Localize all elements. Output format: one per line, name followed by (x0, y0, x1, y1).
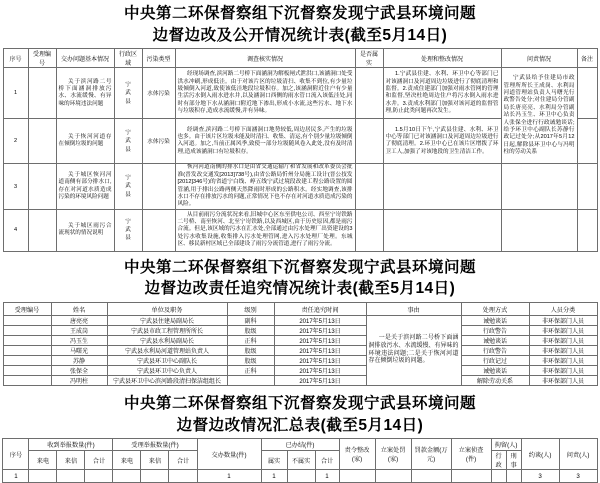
table-cell (355, 119, 383, 164)
table-cell: 1.宁武县住建、水利、环卫中心等部门已对该涵洞口及河道周边垃圾进行了彻底清理和监督。2.责成住建部门加强对雨水管网的管理和监督,坚决杜绝周边住户将污水倒入雨水进水井。3.责成水利部门加强对该河道的监督管理,防止此类问题再次发生。 (383, 68, 501, 119)
table-cell (28, 209, 56, 251)
table-cell: 恢河河道南侧的排水口是由省交通运输厅和省发展和改革委员会批准(晋发改交通发[2013]738号),由省公路局忻州分局施工设计(晋公技发[2012]346号)的省道宁白线、崞五线宁武过境段改建工程公路设置的圆管涵,用于排出公路两侧天然降雨时形成的公路积水。经实地调查,该排水口不存在排放污水的问题,正常情况下也不存在对河道水质造成污染的风险。 (175, 164, 355, 209)
table-cell: 水体污染 (142, 68, 175, 119)
column-header: 处理和整改情况 (383, 49, 501, 68)
table-cell: 1 (3, 68, 28, 119)
table-cell: 正科 (227, 336, 274, 346)
table-cell (3, 376, 51, 386)
table-cell: 3 (559, 470, 597, 483)
column-header: 级别 (227, 303, 274, 316)
table-cell: 2017年5月13日 (274, 356, 366, 366)
column-header: 责令整改(家) (339, 439, 375, 470)
table-cell: 宁武县环卫中心副队长 (107, 356, 227, 366)
column-header: 行政区域 (114, 49, 142, 68)
table-cell: 宁武县环卫中心滨河路段清扫保洁组组长 (107, 376, 227, 386)
table-row (3, 366, 597, 376)
table-cell (28, 68, 56, 119)
table-cell: 宁武县给予住建局市政管理所所长王成岗、水利局河道管理站负责人马曙光行政警告处分;对住建局分管副局长唐亮亮、水利局分管副站长冯玉生、环卫中心负责人张保全进行行政诫勉谈话;给予环卫中心副队长苏静行政记过处分;从2017年5月12日起,解除县环卫中心与冯明柱的劳动关系 (501, 68, 577, 164)
table-cell (375, 470, 411, 483)
table-cell: 关于恢河河道存在倾倒垃圾的问题 (56, 119, 114, 164)
table-header-row (3, 439, 597, 451)
table-cell (577, 164, 597, 209)
column-header: 罚款金额(万元) (411, 439, 451, 470)
table-cell (577, 68, 597, 119)
table-cell (355, 164, 383, 209)
table-cell: 张保全 (51, 366, 107, 376)
report-title-3 (0, 393, 600, 436)
table-cell: 诫勉谈话 (461, 366, 529, 376)
table-cell: 1 (3, 470, 29, 483)
table-cell (501, 209, 577, 251)
table-header-row (3, 303, 597, 316)
table-cell: 宁武县环卫中心负责人 (107, 366, 227, 376)
table-cell: 非环保部门人员 (529, 346, 597, 356)
summary-table (2, 438, 597, 483)
table-row (3, 316, 597, 326)
table-cell: 行政记过 (461, 356, 529, 366)
table-cell: 2017年5月13日 (274, 346, 366, 356)
column-header: 问责情况 (501, 49, 577, 68)
table-cell: 副科 (227, 316, 274, 326)
table-cell: 冯玉生 (51, 336, 107, 346)
table-cell: 3 (3, 164, 28, 209)
title3-line2: 边督边改情况汇总表(截至5月14日) (176, 416, 424, 434)
table-cell: 非环保部门人员 (529, 366, 597, 376)
table-cell (3, 336, 51, 346)
table-cell: 非环保部门人员 (529, 356, 597, 366)
table-cell: 2017年5月13日 (274, 336, 366, 346)
table-cell: 2 (3, 119, 28, 164)
table-cell: 行政警告 (461, 326, 529, 336)
column-header: 单位及职务 (107, 303, 227, 316)
title2-line2: 边督边改责任追究情况统计表(截至5月14日) (144, 280, 456, 298)
table-cell: 冯明柱 (51, 376, 107, 386)
table-cell: 非环保部门人员 (529, 326, 597, 336)
table-cell (3, 326, 51, 336)
table-cell: 宁武县 (125, 81, 131, 105)
table-row (3, 346, 597, 356)
table-cell: 宁武县市政工程管理所所长 (107, 326, 227, 336)
table-cell: 解除劳动关系 (461, 376, 529, 386)
table-cell: 苏静 (51, 356, 107, 366)
table-cell: 一是关于滨河路二号桥下面涵洞排放污水、水流缓慢、有异味的环境违法问题;二是关于恢河河道存在倾倒垃圾的问题。 (366, 316, 461, 386)
table-cell: 非环保部门人员 (529, 316, 597, 326)
table-row (3, 68, 597, 119)
column-header: 合计 (85, 451, 113, 470)
table-cell: 宁武县 (125, 129, 131, 153)
accountability-table (3, 302, 598, 386)
table-cell: 诫勉谈话 (461, 336, 529, 346)
table-cell (28, 164, 56, 209)
column-header: 是否属实 (355, 49, 383, 68)
table-cell: 马曙光 (51, 346, 107, 356)
table-cell (491, 470, 506, 483)
table-cell: 2017年5月13日 (274, 366, 366, 376)
column-header: 调查核实情况 (175, 49, 355, 68)
column-header: 问责(人) (559, 439, 597, 470)
column-header: 刑事 (506, 451, 521, 470)
column-header: 已办结(件) (261, 439, 339, 451)
table-header-row (3, 451, 597, 470)
column-header: 交办问题基本情况 (56, 49, 114, 68)
table-row (3, 356, 597, 366)
table-cell (383, 209, 501, 251)
column-header: 立案侦查(件) (451, 439, 491, 470)
table-row (3, 336, 597, 346)
table-cell: 关于滨河路二号桥下面涵洞排放污水、水流缓慢、有异味的环境违法问题 (56, 68, 114, 119)
table-cell: 宁武县 (125, 218, 131, 242)
column-header: 来信 (141, 451, 169, 470)
table-cell: 4 (3, 209, 28, 251)
table-cell: 股级 (227, 346, 274, 356)
table-cell (3, 346, 51, 356)
title3-line1: 中央第二环保督察组下沉督察发现宁武县环境问题 (123, 395, 476, 412)
report-title-1 (0, 0, 600, 46)
table-cell (501, 164, 577, 209)
table-row (3, 470, 597, 483)
column-header: 合计 (315, 451, 339, 470)
table-cell (142, 164, 175, 209)
table-cell: 经调查,滨河路二号桥下面涵洞口地势较低,周边居民多,产生的垃圾也多。由于该片区垃圾未能及时清扫、收集、清运,有个别少量垃圾倾倒入河道。加之,当前正属风季,致使一部分垃圾随风卷入此处,没有及时清理,造成该涵洞口有垃圾积存。 (175, 119, 355, 164)
table-cell (577, 209, 597, 251)
table-cell: 非环保部门人员 (529, 336, 597, 346)
column-header: 事由 (366, 303, 461, 316)
table-cell: 关于城区雨污合流现状的情况说明 (56, 209, 114, 251)
table-cell (287, 470, 315, 483)
table-cell: 宁武县住建局副局长 (107, 316, 227, 326)
table-cell (142, 209, 175, 251)
table-cell: 宁武县 (125, 174, 131, 198)
table-cell: 1.5月10日下午,宁武县住建、水利、环卫中心等部门已对该涵洞口及河道周边垃圾进行了彻底清理。2.环卫中心已在该片区增拨了环卫工人,加强了对该地段的卫生清洁工作。 (383, 119, 501, 164)
column-header: 姓名 (51, 303, 107, 316)
table-cell (355, 68, 383, 119)
table-row (3, 164, 597, 209)
column-header: 拘留(人) (491, 439, 521, 451)
table-cell (3, 366, 51, 376)
column-header: 受理编号 (28, 49, 56, 68)
table-cell: 2017年5月13日 (274, 316, 366, 326)
report-title-2 (0, 257, 600, 300)
table-cell (28, 119, 56, 164)
table-cell: 股级 (227, 326, 274, 336)
table-cell: 经现场调查,滨河路二号桥下面涵洞为解板闸式泄洪口,该涵洞口处受洪水冲刷,形成低洼。由于对该片区的垃圾清扫、收集不到位,有少量垃圾倾倒入河道,致使该低洼地段垃圾积存。加之,该涵洞附近住户有少量生活污水倒入雨水进水井,以及涵洞口西侧的雨水管口流入该低洼处,同时有部分地下水从涵洞口附近地下渗出,形成小水流,这些污水、地下水与垃圾积存,造成水流缓慢,并有异味。 (175, 68, 355, 119)
table-cell (451, 470, 491, 483)
table-cell (3, 316, 51, 326)
column-header: 受理编号 (3, 303, 51, 316)
table-cell (355, 209, 383, 251)
table-row (3, 209, 597, 251)
column-header: 合计 (169, 451, 197, 470)
table-cell: 3 (521, 470, 559, 483)
column-header: 备注 (577, 49, 597, 68)
column-header: 序号 (3, 439, 29, 470)
table-cell (411, 470, 451, 483)
table-cell (113, 470, 141, 483)
column-header: 立案处罚(家) (375, 439, 411, 470)
table-row (3, 376, 597, 386)
table-cell: 行政警告 (461, 346, 529, 356)
table-cell: 从目前雨污分流状况来看,旧城中心区东至供电公司、西至宁岢铁路二号桥、南至恢河、北至宁岢铁路,以及西城区,由于历史原因,都是雨污合流。但是,该区域的污水在汇水处,全部通过由污水处理厂出资建设的3处污水收集设施,收集排入污水处理管网,进入污水处理厂处理。东城区、移民新村区域已全部建设了雨污分流管道,进行了雨污分流。 (175, 209, 355, 251)
title1-line1: 中央第二环保督察组下沉督察发现宁武县环境问题 (123, 5, 476, 22)
column-header: 受理举报数量(件) (113, 439, 197, 451)
table-cell: 股级 (227, 356, 274, 366)
column-header: 来电 (113, 451, 141, 470)
statistics-table (3, 48, 598, 251)
column-header: 污染类型 (142, 49, 175, 68)
table-cell (577, 119, 597, 164)
table-cell: 非环保部门人员 (529, 376, 597, 386)
column-header: 处理方式 (461, 303, 529, 316)
title2-line1: 中央第二环保督察组下沉督察发现宁武县环境问题 (123, 258, 476, 276)
column-header: 属实 (261, 451, 287, 470)
title1-line2: 边督边改及公开情况统计表(截至5月14日) (152, 26, 448, 44)
table-cell: 2017年5月13日 (274, 376, 366, 386)
table-cell (141, 470, 169, 483)
table-cell: 关于城区恢河河道南侧有部分排水口,存在对河道水质造成污染的环境风险问题 (56, 164, 114, 209)
column-header: 序号 (3, 49, 28, 68)
table-cell (227, 376, 274, 386)
table-cell: 宁武县水利局副局长 (107, 336, 227, 346)
table-cell: 1 (315, 470, 339, 483)
table-cell: 1 (261, 470, 287, 483)
column-header: 人员分类 (529, 303, 597, 316)
table-cell: 唐亮亮 (51, 316, 107, 326)
table-cell (85, 470, 113, 483)
table-cell (339, 470, 375, 483)
table-cell: 诫勉谈话 (461, 316, 529, 326)
table-cell: 水体污染 (142, 119, 175, 164)
table-cell: 1 (197, 470, 261, 483)
column-header: 交办数量(件) (197, 439, 261, 470)
table-cell (169, 470, 197, 483)
table-cell: 2017年5月13日 (274, 326, 366, 336)
column-header: 不属实 (287, 451, 315, 470)
table-cell (383, 164, 501, 209)
table-cell: 王成岗 (51, 326, 107, 336)
table-cell (29, 470, 57, 483)
table-cell: 宁武县水利局河道管理站负责人 (107, 346, 227, 356)
column-header: 约谈(人) (521, 439, 559, 470)
column-header: 责任追究时间 (274, 303, 366, 316)
column-header: 来电 (29, 451, 57, 470)
column-header: 收到举报数量(件) (29, 439, 113, 451)
column-header: 来信 (57, 451, 85, 470)
table-row (3, 326, 597, 336)
table-cell (3, 356, 51, 366)
table-cell (506, 470, 521, 483)
table-cell: 正科 (227, 366, 274, 376)
column-header: 行政 (491, 451, 506, 470)
table-header-row (3, 49, 597, 68)
table-cell (57, 470, 85, 483)
